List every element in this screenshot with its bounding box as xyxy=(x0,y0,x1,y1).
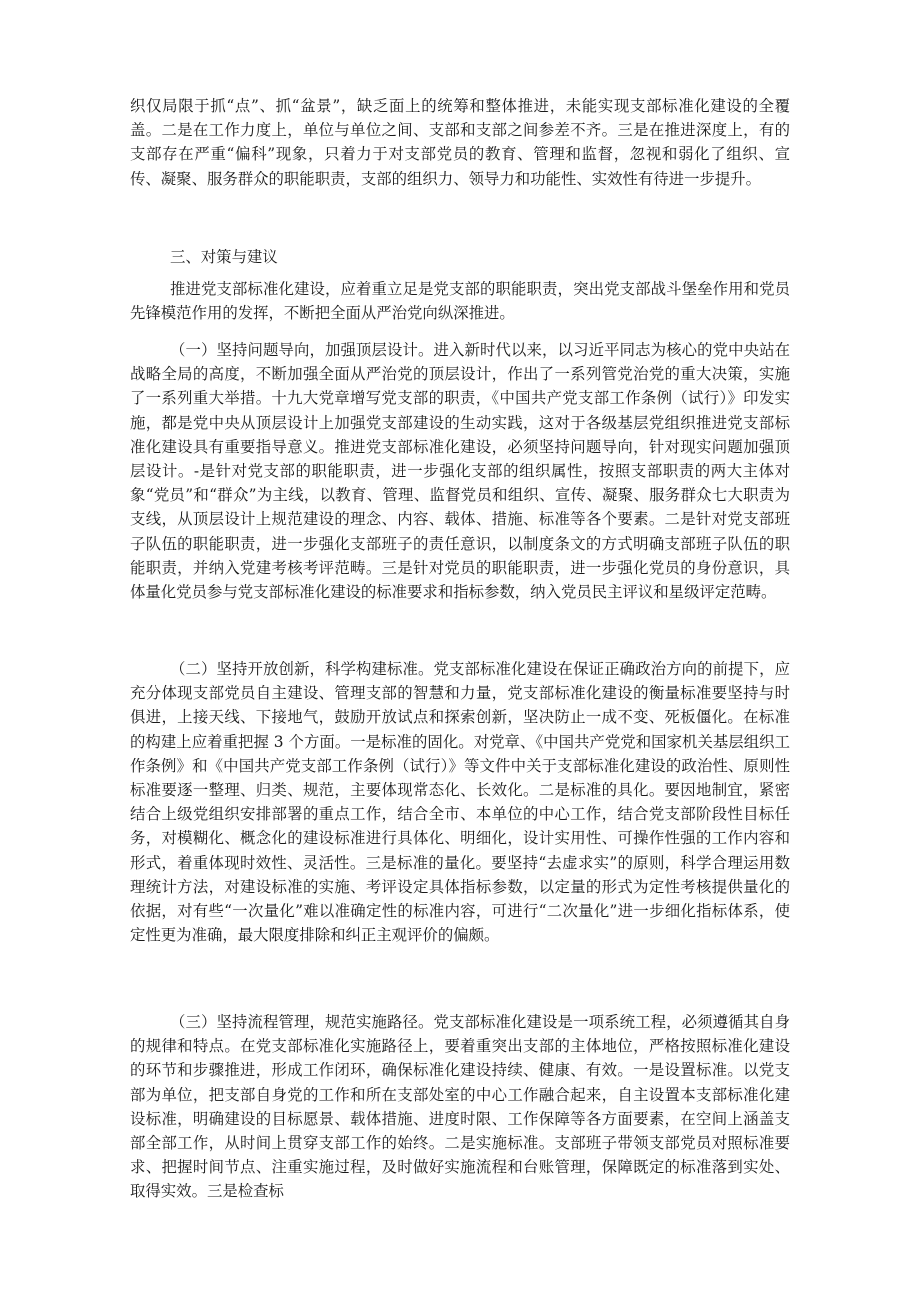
subsection-2-paragraph: （二）坚持开放创新，科学构建标准。党支部标准化建设在保证正确政治方向的前提下，应充分体现支部党员自主建设、管理支部的智慧和力量，党支部标准化建设的衡量标准要坚持与时俱进，上接天线、下接地气，鼓励开放试点和探索创新，坚决防止一成不变、死板僵化。在标准的构建上应着重把握 3 个方面。一是标准的固化。对党章、《中国共产党党和国家机关基层组织工作条例》和《中国共产党支部工作条例（试行）》等文件中关于支部标准化建设的政治性、原则性标准要逐一整理、归类、规范，主要体现常态化、长效化。二是标准的具化。要因地制宜，紧密结合上级党组织安排部署的重点工作，结合全市、本单位的中心工作，结合党支部阶段性目标任务，对模糊化、概念化的建设标准进行具体化、明细化，设计实用性、可操作性强的工作内容和形式，着重体现时效性、灵活性。三是标准的量化。要坚持“去虚求实”的原则，科学合理运用数理统计方法，对建设标准的实施、考评设定具体指标参数，以定量的形式为定性考核提供量化的依据，对有些“一次量化”难以准确定性的标准内容，可进行“二次量化”进一步细化指标体系，使定性更为准确，最大限度排除和纠正主观评价的偏颇。 xyxy=(130,660,790,945)
lead-paragraph: 推进党支部标准化建设，应着重立足是党支部的职能职责，突出党支部战斗堡垒作用和党员先锋模范作用的发挥，不断把全面从严治党向纵深推进。 xyxy=(130,280,790,323)
subsection-3-paragraph: （三）坚持流程管理，规范实施路径。党支部标准化建设是一项系统工程，必须遵循其自身的规律和特点。在党支部标准化实施路径上，要着重突出支部的主体地位，严格按照标准化建设的环节和步骤推进，形成工作闭环，确保标准化建设持续、健康、有效。一是设置标准。以党支部为单位，把支部自身党的工作和所在支部处室的中心工作融合起来，自主设置本支部标准化建设标准，明确建设的目标愿景、载体措施、进度时限、工作保障等各方面要素，在空间上涵盖支部全部工作，从时间上贯穿支部工作的始终。二是实施标准。支部班子带领支部党员对照标准要求、把握时间节点、注重实施过程，及时做好实施流程和台账管理，保障既定的标准落到实处、取得实效。三是检查标 xyxy=(130,1013,790,1201)
intro-paragraph: 织仅局限于抓“点”、抓“盆景”，缺乏面上的统筹和整体推进，未能实现支部标准化建设的全覆盖。二是在工作力度上，单位与单位之间、支部和支部之间参差不齐。三是在推进深度上，有的支部存在严重“偏科”现象，只着力于对支部党员的教育、管理和监督，忽视和弱化了组织、宣传、凝聚、服务群众的职能职责，支部的组织力、领导力和功能性、实效性有待进一步提升。 xyxy=(130,97,790,188)
subsection-1-paragraph: （一）坚持问题导向，加强顶层设计。进入新时代以来，以习近平同志为核心的党中央站在战略全局的高度，不断加强全面从严治党的顶层设计，作出了一系列管党治党的重大决策，实施了一系列重大举措。十九大党章增写党支部的职责，《中国共产党支部工作条例（试行）》印发实施，都是党中央从顶层设计上加强党支部建设的生动实践，这对于各级基层党组织推进党支部标准化建设具有重要指导意义。推进党支部标准化建设，必须坚持问题导向，针对现实问题加强顶层设计。-是针对党支部的职能职责，进一步强化支部的组织属性，按照支部职责的两大主体对象“党员”和“群众”为主线，以教育、管理、监督党员和组织、宣传、凝聚、服务群众七大职责为支线，从顶层设计上规范建设的理念、内容、载体、措施、标准等各个要素。二是针对党支部班子队伍的职能职责，进一步强化支部班子的责任意识，以制度条文的方式明确支部班子队伍的职能职责，并纳入党建考核考评范畴。三是针对党员的职能职责，进一步强化党员的身份意识，具体量化党员参与党支部标准化建设的标准要求和指标参数，纳入党员民主评议和星级评定范畴。 xyxy=(130,341,790,602)
document-page xyxy=(130,0,790,1301)
section-heading: 三、对策与建议 xyxy=(170,248,278,266)
